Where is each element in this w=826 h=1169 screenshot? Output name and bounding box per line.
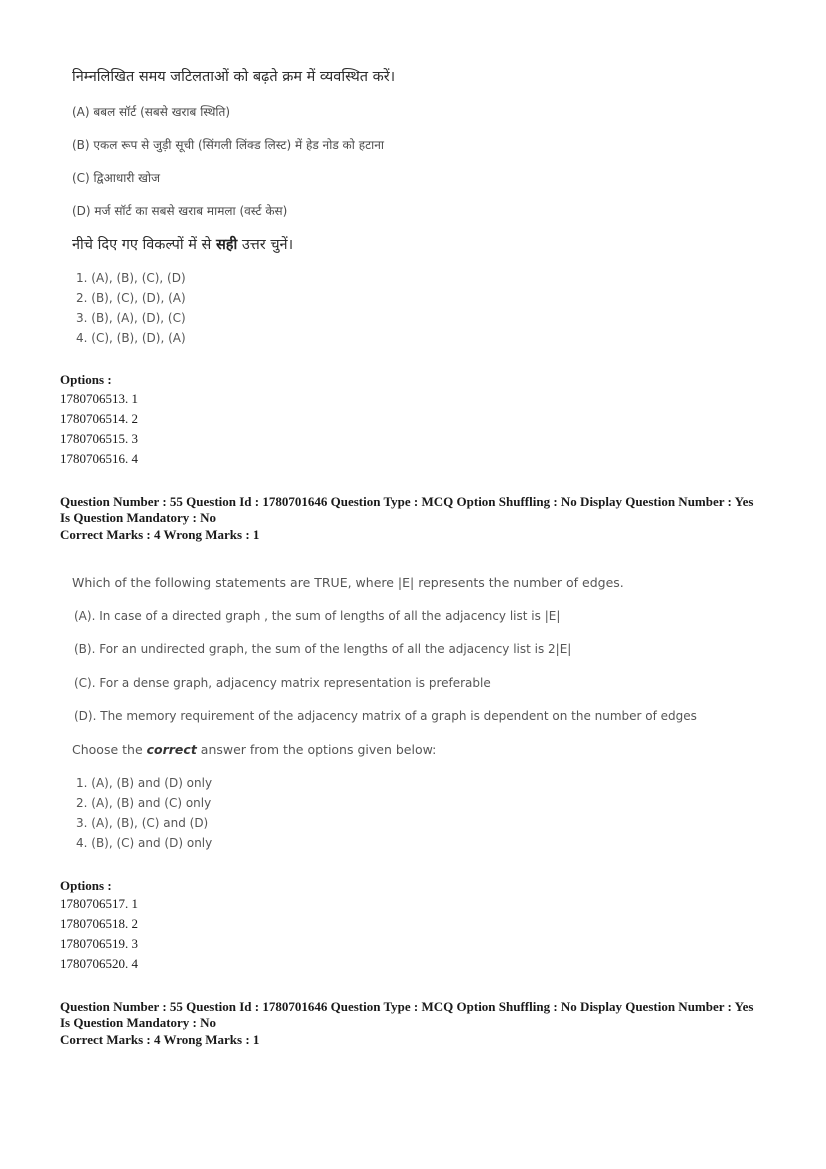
choice-4: 4. (C), (B), (D), (A) [76, 331, 186, 345]
option-item: 1780706518. 2 [60, 916, 138, 931]
options-label: Options : [60, 372, 112, 387]
option-item: 1780706517. 1 [60, 896, 138, 911]
choice-2: 2. (A), (B) and (C) only [76, 796, 212, 810]
instruction: Choose the correct answer from the options given below: [72, 742, 437, 757]
statement-c: (C). For a dense graph, adjacency matrix representation is preferable [74, 676, 491, 690]
statement-b: (B) एकल रूप से जुड़ी सूची (सिंगली लिंक्ड लिस्ट) में हेड नोड को हटाना [72, 138, 384, 152]
statement-d: (D). The memory requirement of the adjacency matrix of a graph is dependent on the number of edges [74, 709, 697, 723]
statement-b: (B). For an undirected graph, the sum of the lengths of all the adjacency list is 2|E| [74, 642, 572, 656]
choice-4: 4. (B), (C) and (D) only [76, 836, 213, 850]
question-meta-line1: Question Number : 55 Question Id : 1780701646 Question Type : MCQ Option Shuffling : No Display Question Number : Yes [60, 494, 754, 509]
choice-1: 1. (A), (B), (C), (D) [76, 271, 186, 285]
choice-1: 1. (A), (B) and (D) only [76, 776, 213, 790]
option-item: 1780706519. 3 [60, 936, 138, 951]
option-item: 1780706520. 4 [60, 956, 138, 971]
question-meta-line3: Correct Marks : 4 Wrong Marks : 1 [60, 1032, 260, 1047]
option-item: 1780706515. 3 [60, 431, 138, 446]
option-item: 1780706514. 2 [60, 411, 138, 426]
instruction: नीचे दिए गए विकल्पों में से सही उत्तर चुनें। [72, 237, 294, 253]
question-meta-line1: Question Number : 55 Question Id : 1780701646 Question Type : MCQ Option Shuffling : No Display Question Number : Yes [60, 999, 754, 1014]
statement-c: (C) द्विआधारी खोज [72, 171, 160, 185]
choice-2: 2. (B), (C), (D), (A) [76, 291, 186, 305]
statement-d: (D) मर्ज सॉर्ट का सबसे खराब मामला (वर्स्ट केस) [72, 204, 288, 218]
question-title: निम्नलिखित समय जटिलताओं को बढ़ते क्रम में व्यवस्थित करें। [72, 69, 396, 85]
question-meta-line2: Is Question Mandatory : No [60, 1015, 217, 1030]
choice-3: 3. (A), (B), (C) and (D) [76, 816, 209, 830]
choice-3: 3. (B), (A), (D), (C) [76, 311, 186, 325]
statement-a: (A) बबल सॉर्ट (सबसे खराब स्थिति) [72, 105, 231, 119]
question-title: Which of the following statements are TRUE, where |E| represents the number of edges. [72, 575, 624, 590]
statement-a: (A). In case of a directed graph , the sum of lengths of all the adjacency list is |E| [74, 609, 561, 623]
option-item: 1780706513. 1 [60, 391, 138, 406]
question-meta-line2: Is Question Mandatory : No [60, 510, 217, 525]
question-meta-line3: Correct Marks : 4 Wrong Marks : 1 [60, 527, 260, 542]
options-label: Options : [60, 878, 112, 893]
option-item: 1780706516. 4 [60, 451, 138, 466]
